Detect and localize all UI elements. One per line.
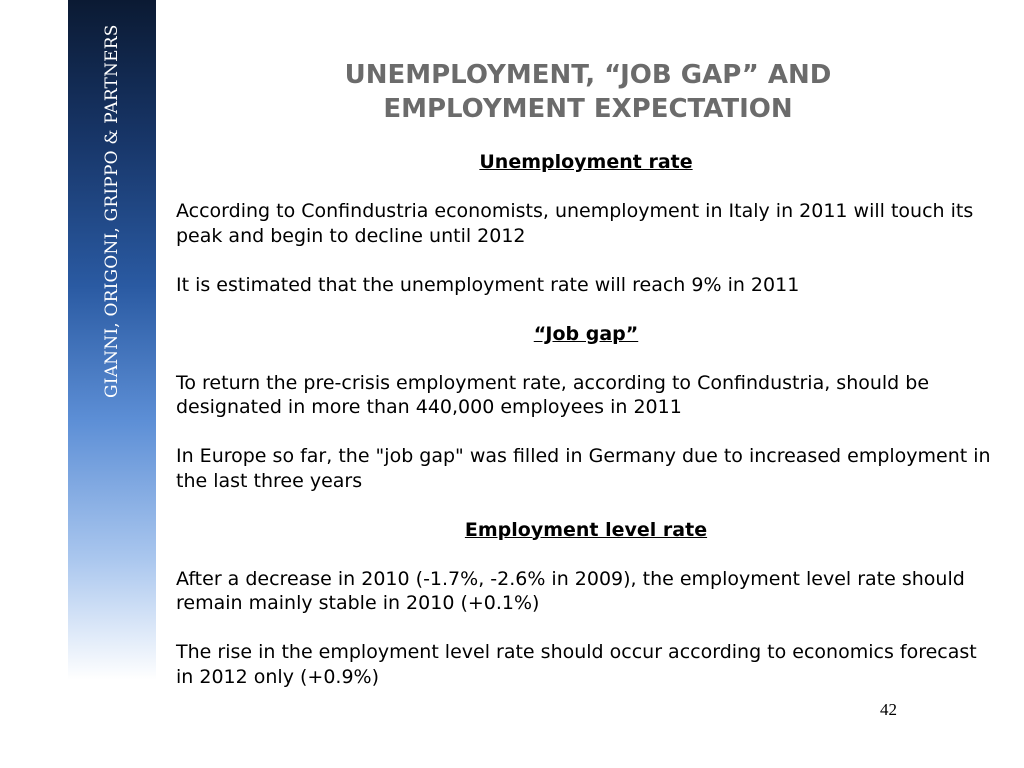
paragraph: It is estimated that the unemployment rate will reach 9% in 2011 (176, 273, 800, 296)
slide-content (176, 150, 996, 689)
section-heading-employment-level: Employment level rate (464, 518, 708, 541)
section-heading-job-gap: “Job gap” (533, 322, 639, 345)
section-heading-unemployment: Unemployment rate (479, 151, 693, 173)
paragraph: After a decrease in 2010 (-1.7%, -2.6% in 2009), the employment level rate should remain mainly stable in 2010 (+0.1%) (176, 567, 965, 614)
firm-logo: GIANNI, ORIGONI, GRIPPO & PARTNERS (102, 24, 122, 398)
title-line-1: UNEMPLOYMENT, “JOB GAP” AND (344, 60, 832, 90)
paragraph: In Europe so far, the "job gap" was filled in Germany due to increased employment in the last three years (176, 445, 991, 492)
paragraph: The rise in the employment level rate should occur according to economics forecast in 2012 only (+0.9%) (176, 641, 977, 688)
slide-title (178, 58, 998, 126)
paragraph: According to Confindustria economists, unemployment in Italy in 2011 will touch its peak and begin to decline until 2012 (176, 200, 974, 247)
title-line-2: EMPLOYMENT EXPECTATION (383, 94, 793, 124)
page-number: 42 (880, 700, 897, 719)
paragraph: To return the pre-crisis employment rate, according to Confindustria, should be designated in more than 440,000 employees in 2011 (176, 371, 930, 418)
